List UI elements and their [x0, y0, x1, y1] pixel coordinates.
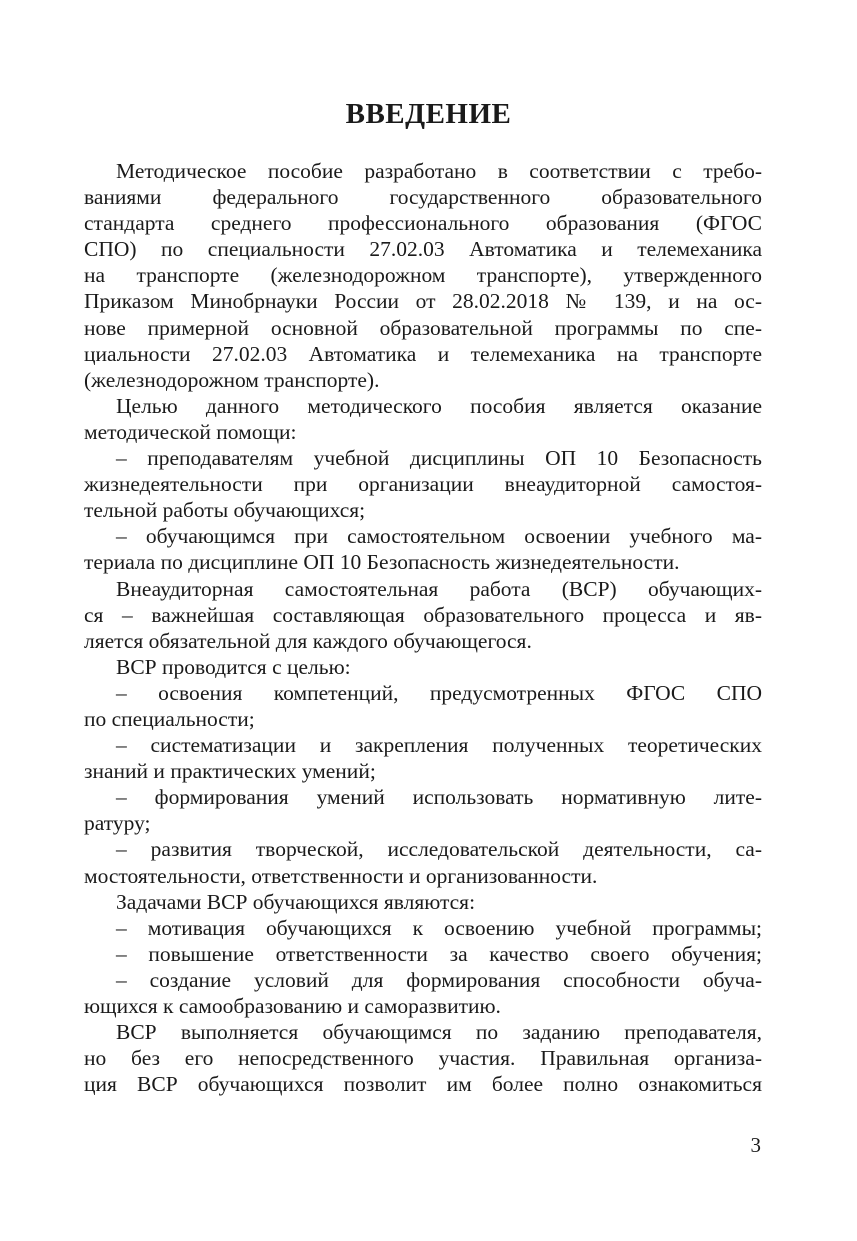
text-line: мостоятельности, ответственности и организованности. [84, 863, 598, 888]
text-line: СПО) по специальности 27.02.03 Автоматика и телемеханика [84, 237, 762, 262]
text-line: Приказом Минобрнауки России от 28.02.2018 № 139, и на ос- [84, 289, 762, 314]
text-line: нове примерной основной образовательной программы по спе- [84, 315, 762, 340]
text-line: по специальности; [84, 706, 255, 731]
text-line: ратуру; [84, 811, 151, 836]
body-text [84, 158, 762, 1097]
text-line: на транспорте (железнодорожном транспорте), утвержденного [84, 263, 762, 288]
text-line: Внеаудиторная самостоятельная работа (ВСР) обучающих- [116, 576, 762, 601]
text-line: ВСР проводится с целью: [116, 654, 351, 679]
page-title: ВВЕДЕНИЕ [345, 98, 512, 130]
list-item-line: – создание условий для формирования способности обуча- [116, 967, 762, 992]
text-line: (железнодорожном транспорте). [84, 367, 380, 392]
text-line: циальности 27.02.03 Автоматика и телемеханика на транспорте [84, 341, 762, 366]
text-line: тельной работы обучающихся; [84, 498, 366, 523]
text-line: Целью данного методического пособия является оказание [116, 393, 762, 418]
list-item-line: – формирования умений использовать нормативную лите- [116, 785, 762, 810]
text-line: ВСР выполняется обучающимся по заданию преподавателя, [116, 1020, 762, 1045]
text-line: методической помощи: [84, 419, 297, 444]
list-item-line: – обучающимся при самостоятельном освоении учебного ма- [116, 524, 762, 549]
list-item-line: – развития творческой, исследовательской деятельности, са- [116, 837, 762, 862]
text-line: ляется обязательной для каждого обучающегося. [84, 628, 532, 653]
text-line: териала по дисциплине ОП 10 Безопасность жизнедеятельности. [84, 550, 680, 575]
text-line: Задачами ВСР обучающихся являются: [116, 889, 476, 914]
text-line: знаний и практических умений; [84, 759, 376, 784]
text-line: ваниями федерального государственного образовательного [84, 185, 762, 210]
text-line: стандарта среднего профессионального образования (ФГОС [84, 211, 762, 236]
list-item-line: – повышение ответственности за качество своего обучения; [116, 941, 762, 966]
text-line: Методическое пособие разработано в соответствии с требо- [116, 159, 762, 183]
list-item-line: – преподавателям учебной дисциплины ОП 10 Безопасность [116, 446, 762, 471]
text-line: жизнедеятельности при организации внеаудиторной самостоя- [84, 472, 762, 497]
list-item-line: – мотивация обучающихся к освоению учебной программы; [116, 915, 762, 940]
text-line: но без его непосредственного участия. Правильная организа- [84, 1046, 762, 1071]
text-line: ся – важнейшая составляющая образовательного процесса и яв- [84, 602, 762, 627]
page-number: 3 [750, 1133, 761, 1157]
text-line: ция ВСР обучающихся позволит им более полно ознакомиться [84, 1072, 762, 1097]
list-item-line: – освоения компетенций, предусмотренных ФГОС СПО [116, 680, 762, 705]
text-line: ющихся к самообразованию и саморазвитию. [84, 994, 501, 1018]
list-item-line: – систематизации и закрепления полученных теоретических [116, 733, 762, 758]
